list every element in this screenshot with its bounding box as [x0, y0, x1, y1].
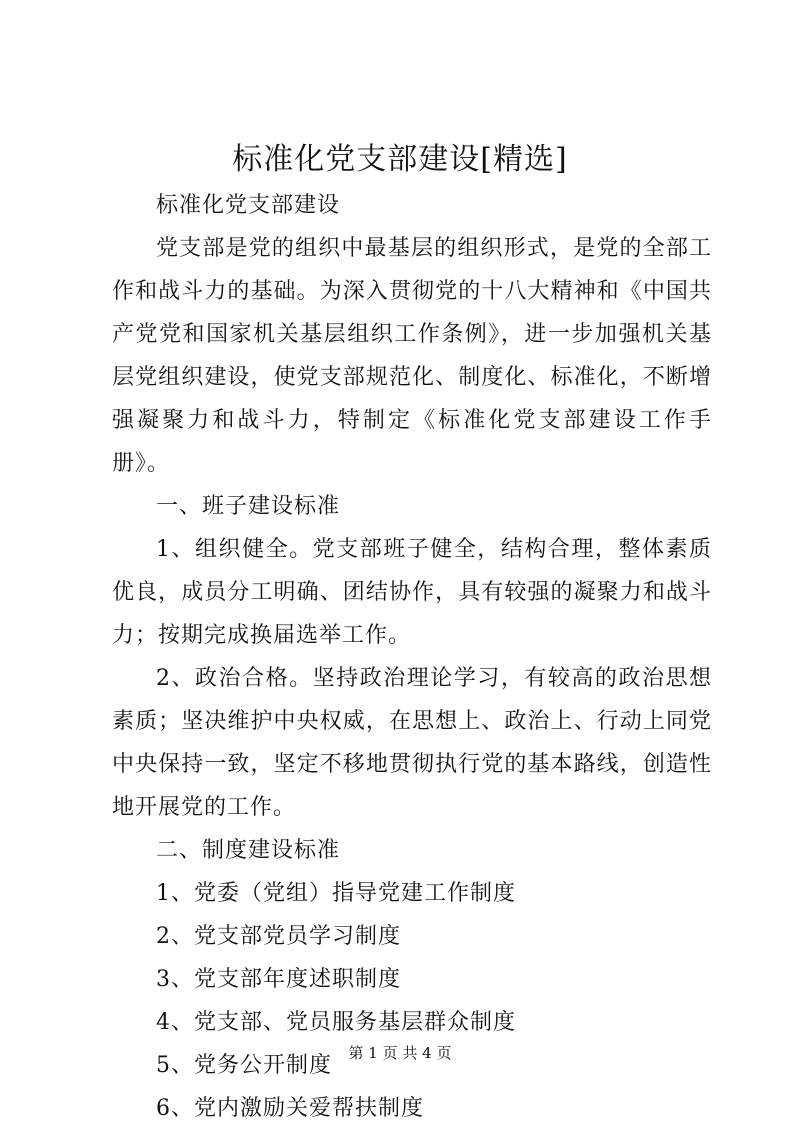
- list-item-paragraph: 1、组织健全。党支部班子健全，结构合理，整体素质优良，成员分工明确、团结协作，具有较强的凝聚力和战斗力；按期完成换届选举工作。: [112, 537, 712, 648]
- document-title: 标准化党支部建设[精选]: [232, 142, 568, 177]
- list-item-paragraph: 3、党支部年度述职制度: [156, 967, 401, 992]
- list-item-paragraph: 6、党内激励关爱帮扶制度: [156, 1096, 424, 1121]
- document-body: [112, 184, 712, 1130]
- list-item-paragraph: 2、党支部党员学习制度: [156, 924, 401, 949]
- subtitle-paragraph: 标准化党支部建设: [156, 193, 341, 218]
- page-number-footer: 第 1 页 共 4 页: [348, 1044, 452, 1062]
- list-item-paragraph: 4、党支部、党员服务基层群众制度: [156, 1010, 516, 1035]
- list-item-paragraph: 5、党务公开制度: [156, 1053, 332, 1078]
- section-heading: 一、班子建设标准: [156, 494, 341, 519]
- list-item-paragraph: 2、政治合格。坚持政治理论学习，有较高的政治思想素质；坚决维护中央权威，在思想上、政治上、行动上同党中央保持一致，坚定不移地贯彻执行党的基本路线，创造性地开展党的工作。: [112, 666, 712, 820]
- list-item-paragraph: 1、党委（党组）指导党建工作制度: [156, 881, 516, 906]
- intro-paragraph: 党支部是党的组织中最基层的组织形式，是党的全部工作和战斗力的基础。为深入贯彻党的十八大精神和《中国共产党党和国家机关基层组织工作条例》，进一步加强机关基层党组织建设，使党支部规范化、制度化、标准化，不断增强凝聚力和战斗力，特制定《标准化党支部建设工作手册》。: [112, 236, 712, 476]
- section-heading: 二、制度建设标准: [156, 838, 341, 863]
